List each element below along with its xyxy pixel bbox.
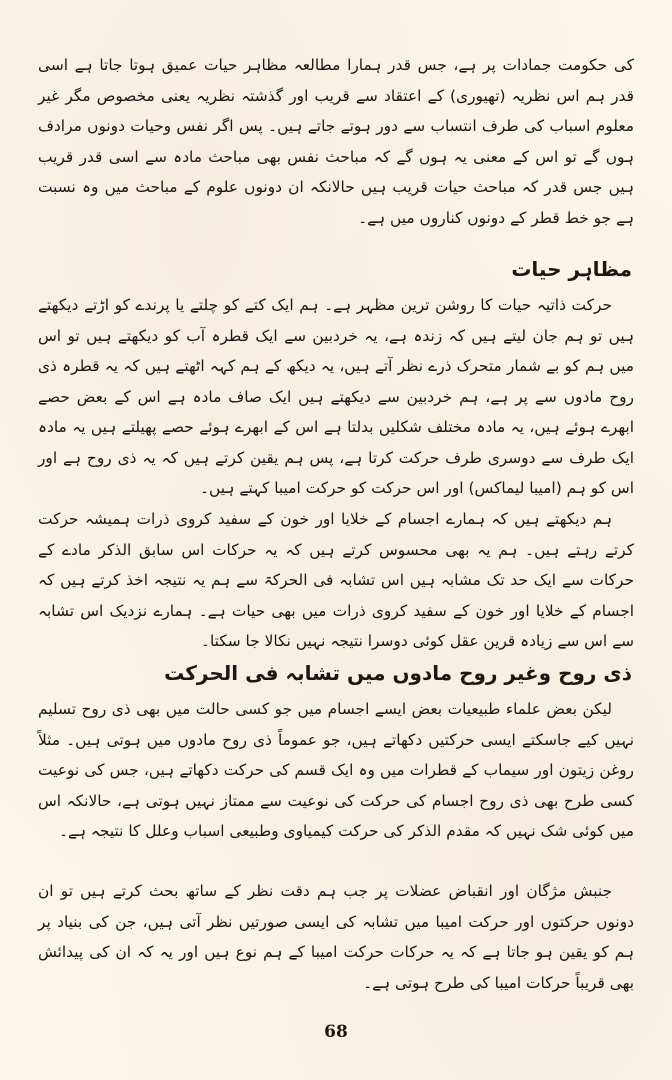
paragraph-eyelid-muscle: جنبش مژگان اور انقباض عضلات پر جب ہم دقت نظر کے ساتھ بحث کرتے ہیں تو ان دونوں حرکتوں اور حرکت امیبا میں تشابہ کی ایسی صورتیں نظر آتی ہیں، جن کی بنیاد پر ہم کو یقین ہو جاتا ہے کہ یہ حرکات حرکت امیبا کے ہم نوع ہیں اور یہ کہ ان کی پیدائش بھی قریباً حرکات امیبا کی طرح ہوتی ہے۔ xyxy=(38,882,634,992)
paragraph-self-motion: حرکت ذاتیہ حیات کا روشن ترین مظہر ہے۔ ہم ایک کتے کو چلتے یا پرندے کو اڑتے دیکھتے ہیں تو ہم جان لیتے ہیں کہ زندہ ہے، یہ خردبین سے ایک قطرہ آب کو دیکھتے ہیں تو اس میں ہم کو بے شمار متحرک ذرے نظر آتے ہیں، یہ دیکھ کے ہم کہہ اٹھتے ہیں کہ یہ قطرہ ذی روح مادوں سے پر ہے، ہم خردبین سے دیکھتے ہیں ایک صاف مادہ ہے اس کے بعض حصے ابھرے ہوئے ہیں، یہ مادہ مختلف شکلیں بدلتا ہے اس کے ابھرے ہوئے حصے پھیلتے ہیں یہ مادہ ایک طرف سے دوسری طرف حرکت کرتا ہے، پس ہم یقین کرتے ہیں کہ یہ ذی روح ہے اور اس کو ہم (امیبا لیماکس) اور اس حرکت کو حرکت امیبا کہتے ہیں۔ xyxy=(38,296,634,497)
paragraph-intro: کی حکومت جمادات پر ہے، جس قدر ہمارا مطالعہ مظاہر حیات عمیق ہوتا جاتا ہے اسی قدر ہم اس نظریہ (تھیوری) کے اعتقاد سے قریب اور گذشتہ نظریہ یعنی مخصوص مگر غیر معلوم اسباب کی طرف انتساب سے دور ہوتے جاتے ہیں۔ پس اگر نفس وحیات دونوں مرادف ہوں گے تو اس کے معنی یہ ہوں گے کہ مباحث نفس بھی مباحث مادہ سے اسی قدر قریب ہیں جس قدر کہ مباحث حیات قریب ہیں حالانکہ ان دونوں علوم کے مباحث میں وہ نسبت ہے جو خط قطر کے دونوں کناروں میں ہے۔ xyxy=(38,56,634,227)
paragraph-cells-motion: ہم دیکھتے ہیں کہ ہمارے اجسام کے خلایا اور خون کے سفید کروی ذرات ہمیشہ حرکت کرتے رہتے ہیں۔ ہم یہ بھی محسوس کرتے ہیں کہ یہ حرکات اس سابق الذکر مادے کے حرکات سے ایک حد تک مشابہ ہیں اس تشابہ فی الحرکۃ سے ہم یہ نتیجہ اخذ کرتے ہیں کہ اجسام کے خلایا اور خون کے سفید کروی ذرات میں بھی حیات ہے۔ ہمارے نزدیک اس تشابہ سے اس سے زیادہ قرین عقل کوئی دوسرا نتیجہ نہیں نکالا جا سکتا۔ xyxy=(38,510,634,650)
heading-manifestations-of-life: مظاہر حیات xyxy=(511,257,632,281)
paragraph-physicists-claim: لیکن بعض علماء طبیعیات بعض ایسے اجسام میں جو کسی حالت میں بھی ذی روح تسلیم نہیں کیے جاسکتے ایسی حرکتیں دکھاتے ہیں، جو عموماً ذی روح مادوں میں ہوتی ہیں۔ مثلاً روغن زیتون اور سیماب کے قطرات میں وہ ایک قسم کی حرکت دکھاتے ہیں، جس کی نوعیت کسی طرح بھی ذی روح اجسام کی حرکت کی نوعیت سے ممتاز نہیں ہوتی ہے، حالانکہ اس میں کوئی شک نہیں کہ مقدم الذکر کی حرکت کیمیاوی وطبیعی اسباب وعلل کا نتیجہ ہے۔ xyxy=(38,700,634,840)
page-number: 68 xyxy=(324,1022,348,1042)
heading-motion-similarity: ذی روح وغیر روح مادوں میں تشابہ فی الحرکت xyxy=(164,661,632,685)
